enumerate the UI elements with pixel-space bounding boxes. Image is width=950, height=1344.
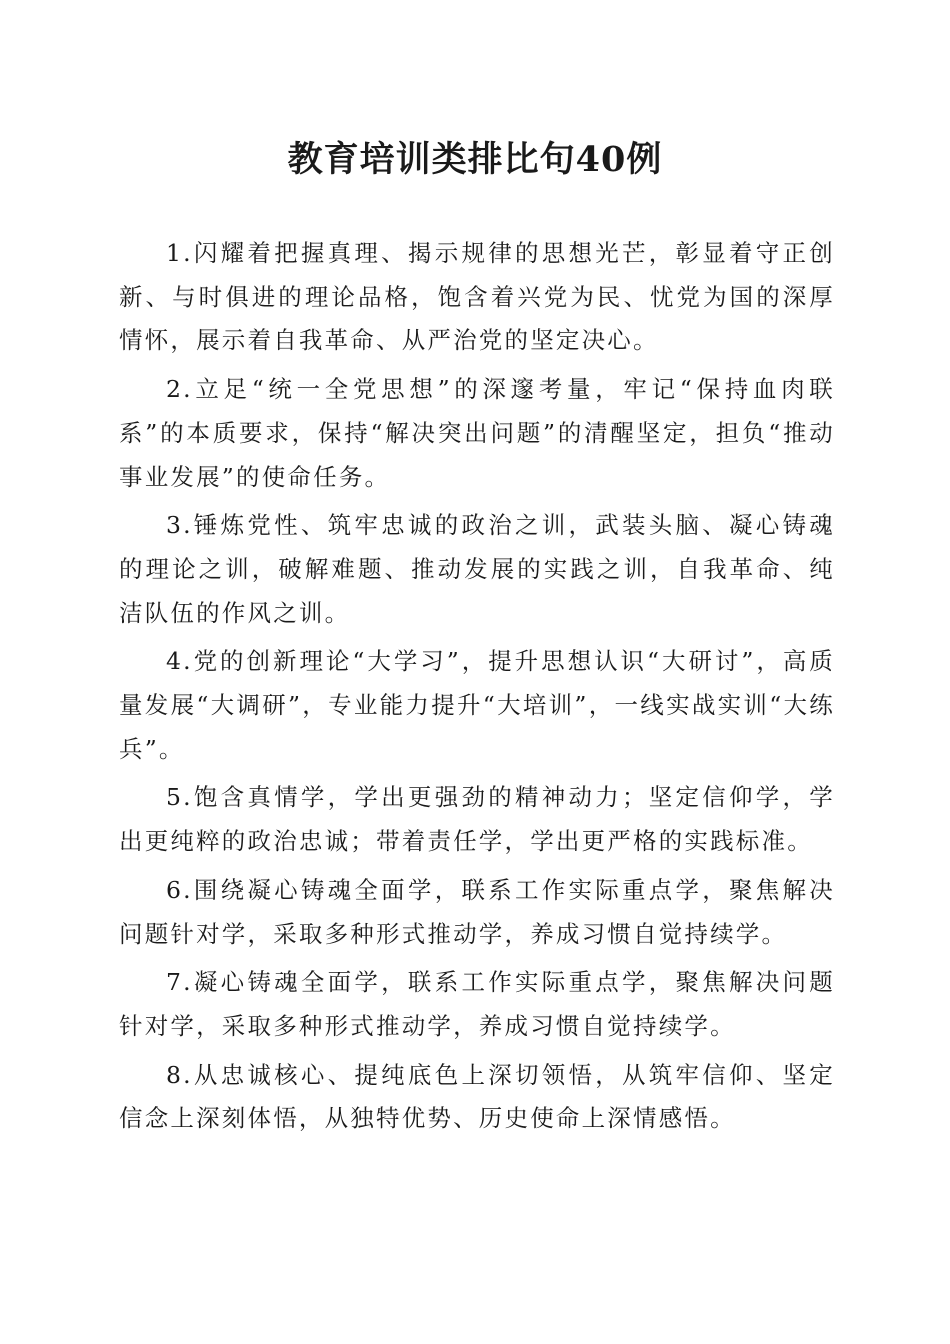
paragraph-7: 7.凝心铸魂全面学，联系工作实际重点学，聚焦解决问题针对学，采取多种形式推动学，养成习惯自觉持续学。 bbox=[119, 968, 835, 1040]
document-title: 教育培训类排比句40例 bbox=[287, 139, 663, 180]
paragraph-6: 6.围绕凝心铸魂全面学，联系工作实际重点学，聚焦解决问题针对学，采取多种形式推动学，养成习惯自觉持续学。 bbox=[119, 875, 835, 948]
paragraph-2: 2.立足“统一全党思想”的深邃考量，牢记“保持血肉联系”的本质要求，保持“解决突出问题”的清醒坚定，担负“推动事业发展”的使命任务。 bbox=[119, 375, 835, 491]
paragraph-3: 3.锤炼党性、筑牢忠诚的政治之训，武装头脑、凝心铸魂的理论之训，破解难题、推动发展的实践之训，自我革命、纯洁队伍的作风之训。 bbox=[119, 511, 835, 627]
paragraph-4: 4.党的创新理论“大学习”，提升思想认识“大研讨”，高质量发展“大调研”，专业能力提升“大培训”，一线实战实训“大练兵”。 bbox=[119, 647, 835, 763]
paragraph-5: 5.饱含真情学，学出更强劲的精神动力；坚定信仰学，学出更纯粹的政治忠诚；带着责任学，学出更严格的实践标准。 bbox=[119, 783, 835, 856]
document-body bbox=[119, 232, 835, 1146]
paragraph-8: 8.从忠诚核心、提纯底色上深切领悟，从筑牢信仰、坚定信念上深刻体悟，从独特优势、历史使命上深情感悟。 bbox=[119, 1060, 835, 1133]
paragraph-1: 1.闪耀着把握真理、揭示规律的思想光芒，彰显着守正创新、与时俱进的理论品格，饱含着兴党为民、忧党为国的深厚情怀，展示着自我革命、从严治党的坚定决心。 bbox=[119, 239, 835, 355]
